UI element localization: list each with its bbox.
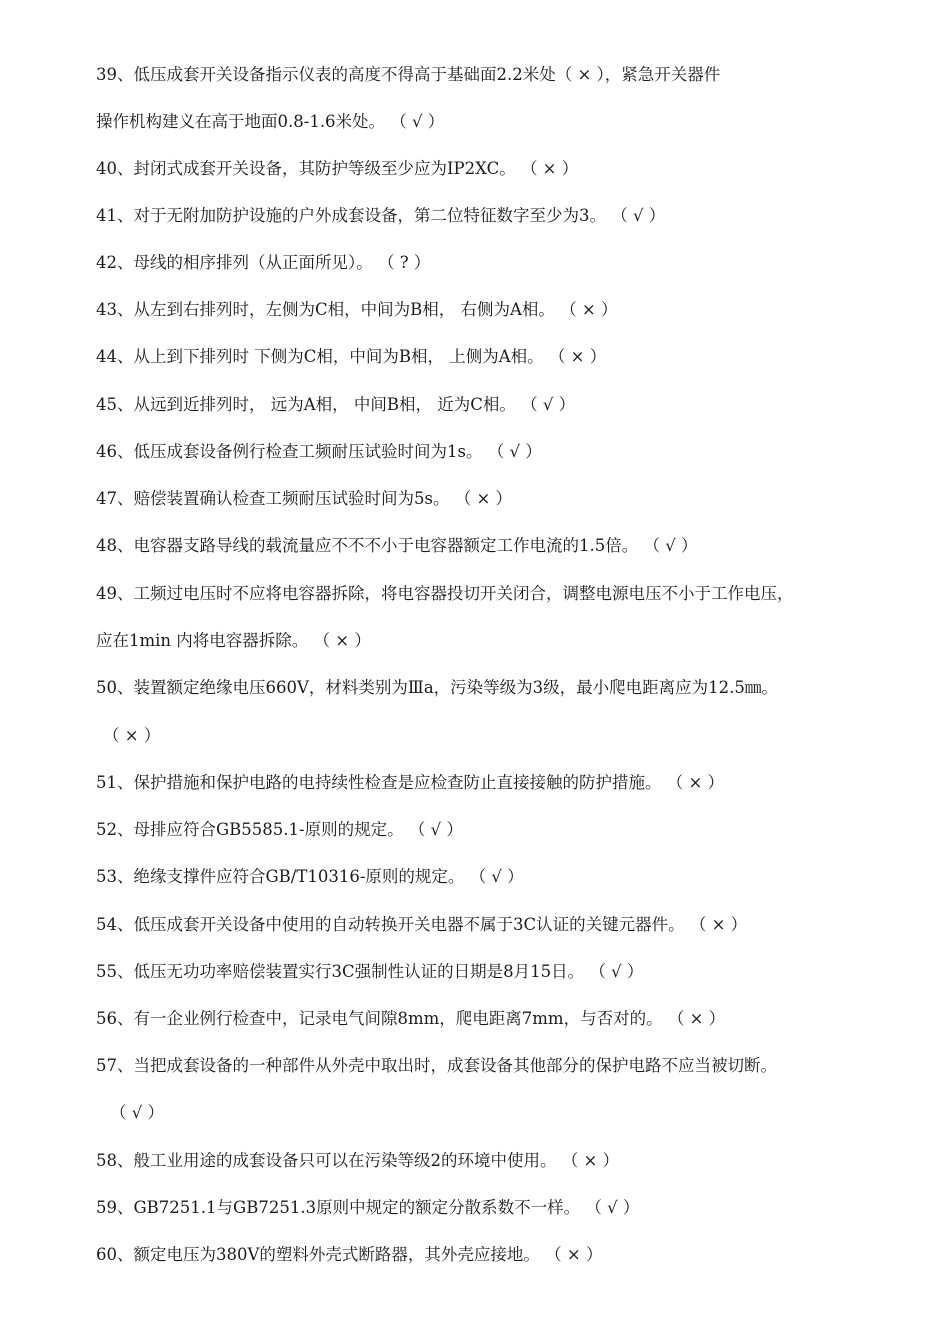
item-53: 53、绝缘支撑件应符合GB/T10316-原则的规定。 （ √ ） — [96, 867, 524, 886]
item-60: 60、额定电压为380V的塑料外壳式断路器，其外壳应接地。 （ × ） — [96, 1245, 603, 1264]
item-50-line-2: （ × ） — [103, 726, 161, 745]
item-48: 48、电容器支路导线的载流量应不不不小于电容器额定工作电流的1.5倍。 （ √ ） — [96, 536, 698, 555]
item-43: 43、从左到右排列时，左侧为C相，中间为B相， 右侧为A相。 （ × ） — [96, 300, 618, 319]
item-49-line-2: 应在1min 内将电容器拆除。 （ × ） — [96, 631, 371, 650]
item-55: 55、低压无功功率赔偿装置实行3C强制性认证的日期是8月15日。 （ √ ） — [96, 962, 644, 981]
item-59: 59、GB7251.1与GB7251.3原则中规定的额定分散系数不一样。 （ √ ） — [96, 1198, 640, 1217]
item-42: 42、母线的相序排列（从正面所见）。 （ ? ） — [96, 253, 431, 272]
item-57-line-1: 57、当把成套设备的一种部件从外壳中取出时，成套设备其他部分的保护电路不应当被切断。 — [96, 1056, 777, 1075]
item-39-line-2: 操作机构建义在高于地面0.8-1.6米处。 （ √ ） — [96, 112, 445, 131]
item-57-line-2: （ √ ） — [110, 1103, 165, 1122]
item-46: 46、低压成套设备例行检查工频耐压试验时间为1s。 （ √ ） — [96, 442, 542, 461]
item-54: 54、低压成套开关设备中使用的自动转换开关电器不属于3C认证的关键元器件。 （ × ） — [96, 915, 748, 934]
item-44: 44、从上到下排列时 下侧为C相，中间为B相， 上侧为A相。 （ × ） — [96, 347, 607, 366]
item-49-line-1: 49、工频过电压时不应将电容器拆除，将电容器投切开关闭合，调整电源电压不小于工作电压， — [96, 584, 794, 603]
item-39-line-1: 39、低压成套开关设备指示仪表的高度不得高于基础面2.2米处（ × ），紧急开关器件 — [96, 65, 721, 84]
item-41: 41、对于无附加防护设施的户外成套设备，第二位特征数字至少为3。 （ √ ） — [96, 206, 666, 225]
item-50-line-1: 50、装置额定绝缘电压660V，材料类别为Ⅲa，污染等级为3级，最小爬电距离应为12.5㎜。 — [96, 678, 778, 697]
item-56: 56、有一企业例行检查中，记录电气间隙8mm，爬电距离7mm，与否对的。 （ × ） — [96, 1009, 726, 1028]
item-51: 51、保护措施和保护电路的电持续性检查是应检查防止直接接触的防护措施。 （ × ） — [96, 773, 725, 792]
item-58: 58、般工业用途的成套设备只可以在污染等级2的环境中使用。 （ × ） — [96, 1151, 620, 1170]
item-45: 45、从远到近排列时， 远为A相， 中间B相， 近为C相。 （ √ ） — [96, 395, 576, 414]
item-40: 40、封闭式成套开关设备，其防护等级至少应为IP2XC。 （ × ） — [96, 159, 579, 178]
item-52: 52、母排应符合GB5585.1-原则的规定。 （ √ ） — [96, 820, 463, 839]
item-47: 47、赔偿装置确认检查工频耐压试验时间为5s。 （ × ） — [96, 489, 513, 508]
